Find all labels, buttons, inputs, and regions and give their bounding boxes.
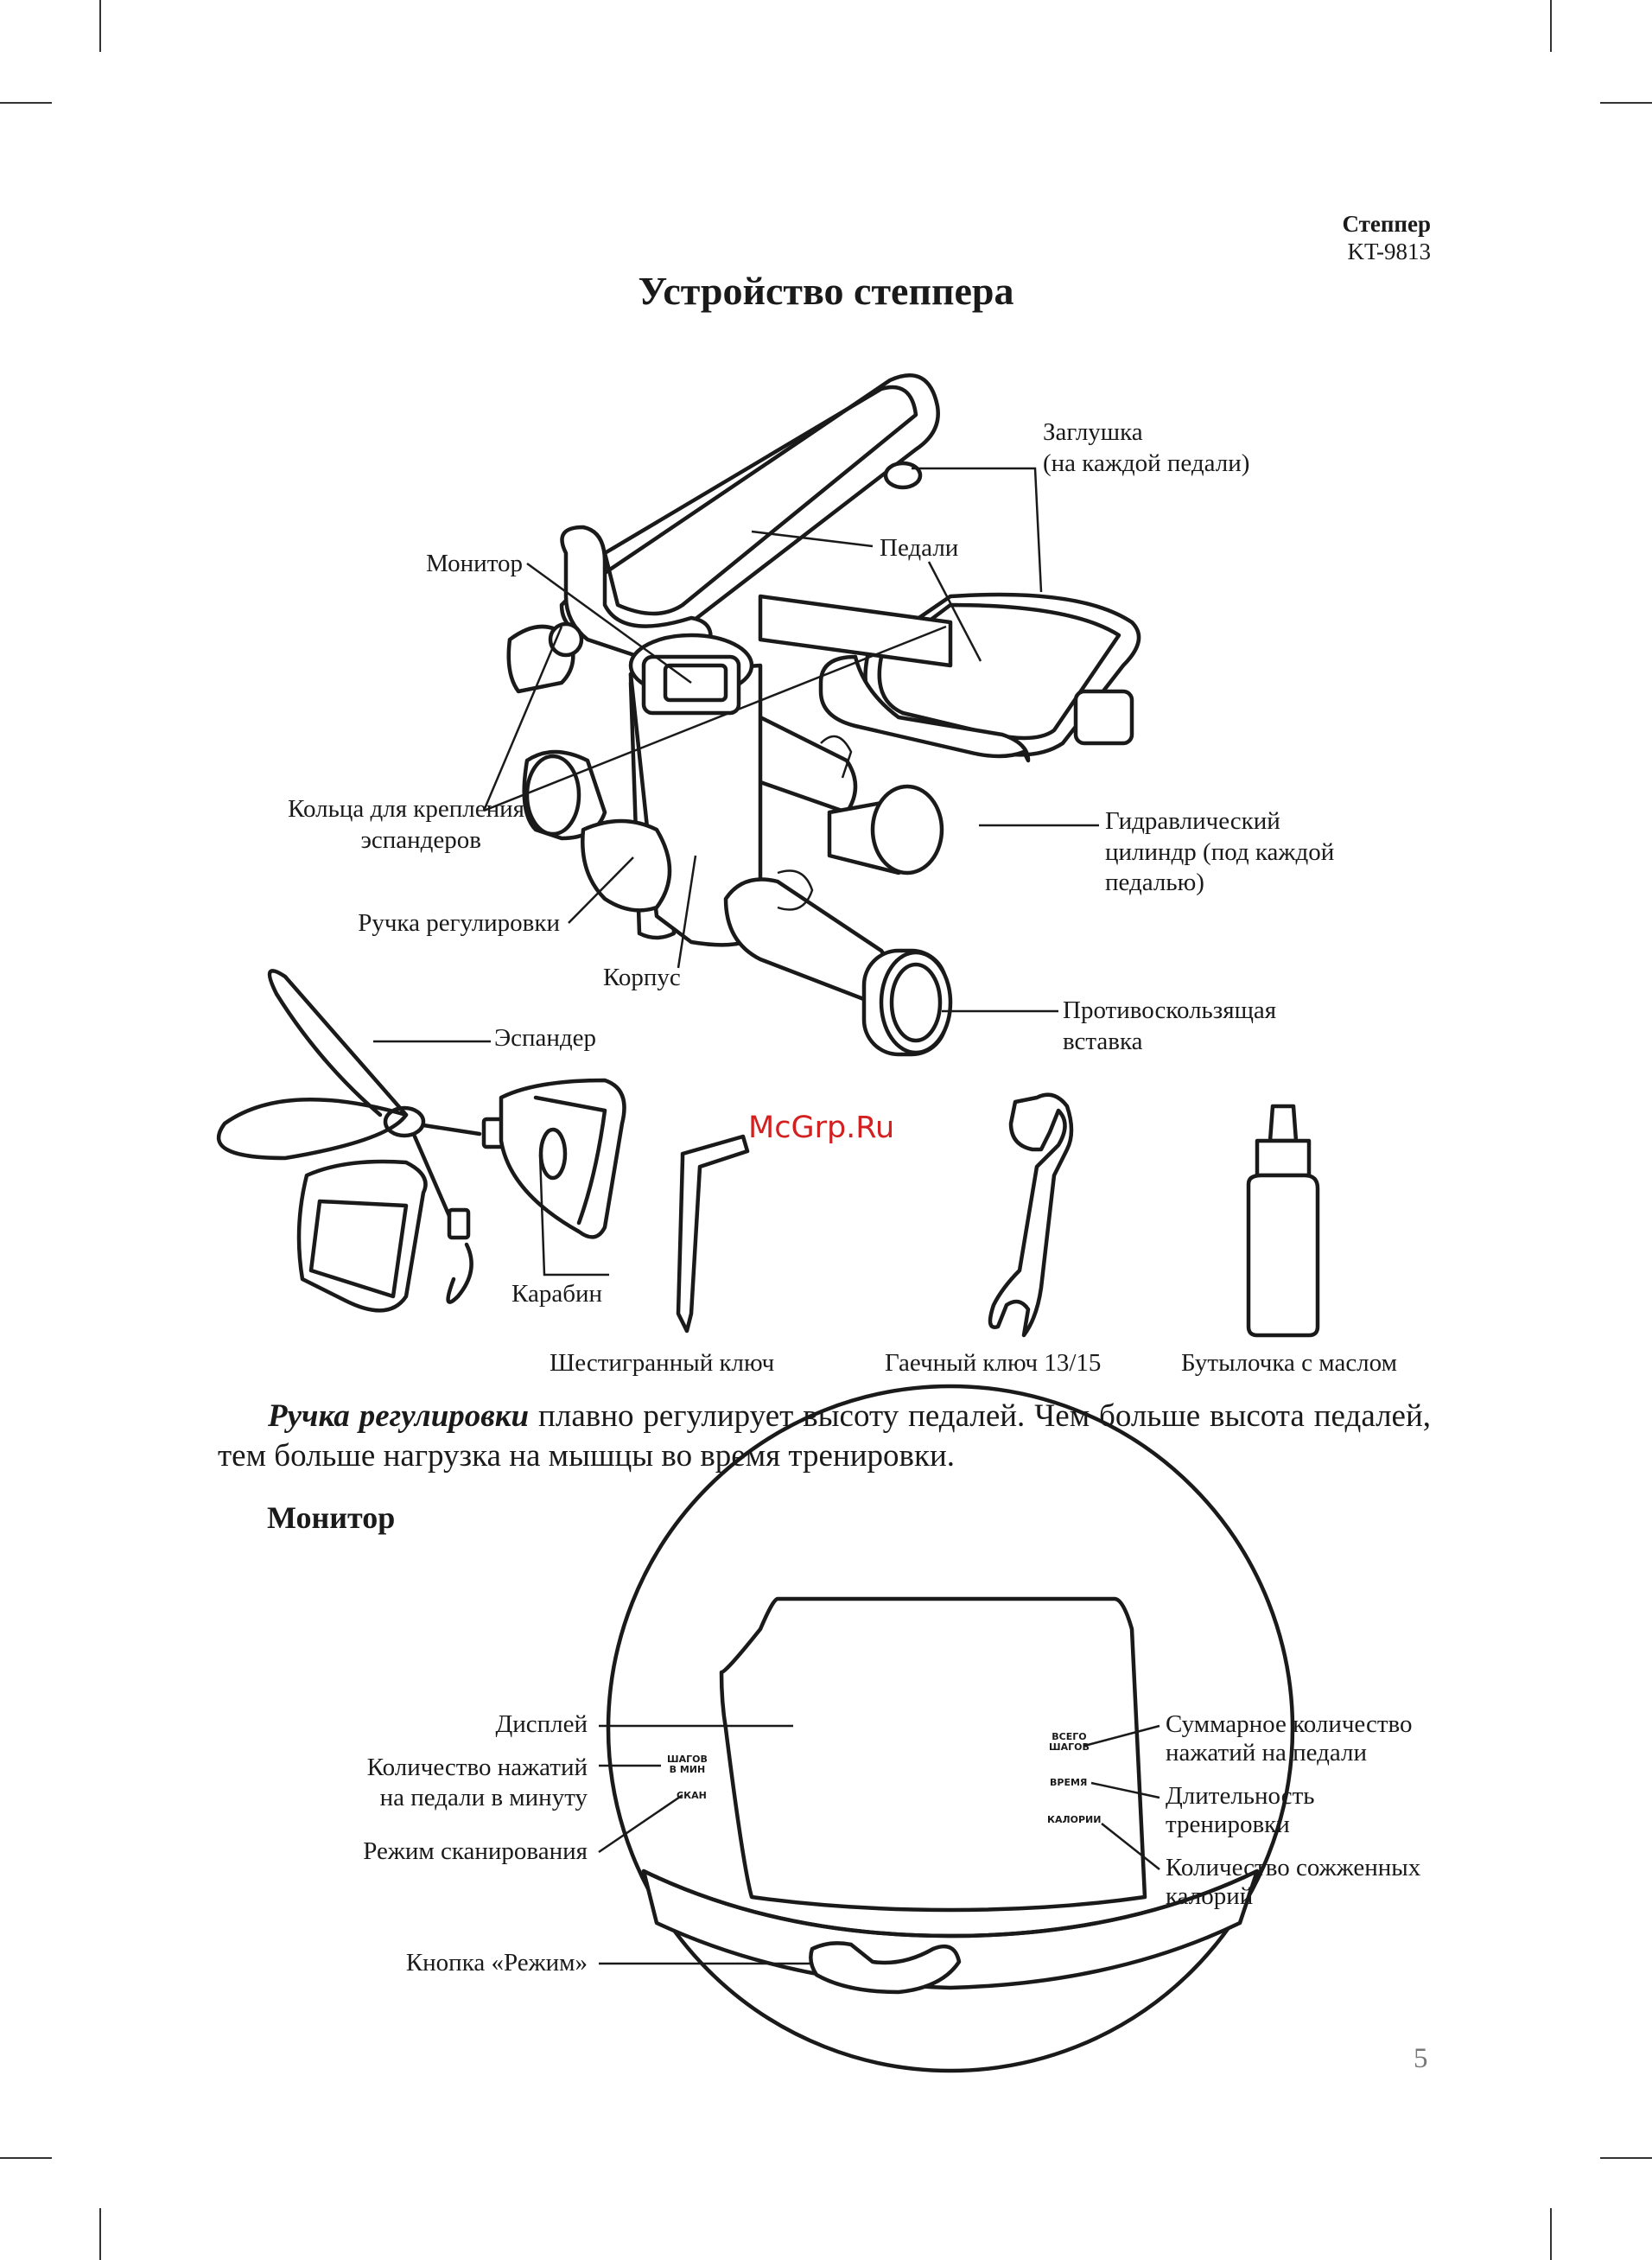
label-scan: Режим сканирования — [363, 1837, 588, 1865]
label-hydraulic-1: Гидравлический — [1105, 807, 1280, 835]
label-expander: Эспандер — [494, 1024, 597, 1052]
label-calories-1: Количество сожженных — [1166, 1854, 1421, 1881]
watermark: McGrp.Ru — [748, 1111, 895, 1145]
page-number: 5 — [1414, 2043, 1428, 2074]
header-model: KT-9813 — [1347, 239, 1431, 264]
screen-mark-total-1: ВСЕГО — [1052, 1731, 1087, 1742]
label-spm-1: Количество нажатий — [366, 1754, 588, 1781]
label-pedals: Педали — [880, 534, 959, 562]
label-hydraulic-3: педалью) — [1105, 869, 1204, 896]
label-total-1: Суммарное количество — [1166, 1710, 1413, 1738]
paragraph-bold-term: Ручка регулировки — [268, 1398, 530, 1434]
label-wrench: Гаечный ключ 13/15 — [885, 1349, 1102, 1377]
label-cap-2: (на каждой педали) — [1043, 449, 1250, 477]
label-time-1: Длительность — [1166, 1782, 1315, 1810]
screen-mark-spm-2: В МИН — [669, 1764, 706, 1775]
label-time-2: тренировки — [1166, 1811, 1290, 1838]
section-title: Монитор — [267, 1500, 396, 1535]
label-display: Дисплей — [495, 1710, 588, 1738]
page-title: Устройство степпера — [638, 269, 1014, 313]
label-carabiner: Карабин — [511, 1280, 602, 1308]
body-paragraph — [218, 1397, 1431, 1476]
label-body: Корпус — [603, 964, 681, 991]
wrench-illustration — [990, 1095, 1071, 1335]
screen-mark-spm-1: ШАГОВ — [667, 1754, 708, 1765]
label-rings-1: Кольца для крепления — [288, 795, 524, 823]
label-calories-2: калорий — [1166, 1882, 1254, 1910]
screen-mark-spm — [667, 1754, 708, 1775]
paragraph-text: плавно регулирует высоту педалей. Чем больше высота педалей, тем больше нагрузка на мышцы во время тренировки. — [218, 1398, 1431, 1474]
label-oil-bottle: Бутылочка с маслом — [1181, 1349, 1397, 1377]
expander-illustration — [219, 971, 624, 1310]
label-cap-1: Заглушка — [1043, 418, 1143, 446]
label-antislip-1: Противоскользящая — [1063, 996, 1277, 1024]
header-product: Степпер — [1342, 211, 1431, 237]
oil-bottle-illustration — [1249, 1106, 1318, 1335]
label-antislip-2: вставка — [1063, 1028, 1143, 1055]
label-knob: Ручка регулировки — [358, 909, 560, 937]
label-mode-button: Кнопка «Режим» — [405, 1949, 588, 1977]
label-total-2: нажатий на педали — [1166, 1739, 1368, 1767]
screen-mark-calories: КАЛОРИИ — [1047, 1814, 1102, 1825]
screen-mark-total-2: ШАГОВ — [1049, 1741, 1090, 1753]
screen-mark-time: ВРЕМЯ — [1050, 1777, 1088, 1788]
label-hydraulic-2: цилиндр (под каждой — [1105, 838, 1335, 866]
label-hex-key: Шестигранный ключ — [550, 1349, 775, 1377]
screen-mark-scan: СКАН — [677, 1790, 707, 1801]
label-spm-2: на педали в минуту — [379, 1784, 588, 1811]
hex-key-illustration — [678, 1136, 747, 1331]
label-monitor: Монитор — [426, 550, 523, 577]
label-rings-2: эспандеров — [360, 826, 481, 854]
screen-mark-total — [1049, 1732, 1090, 1753]
